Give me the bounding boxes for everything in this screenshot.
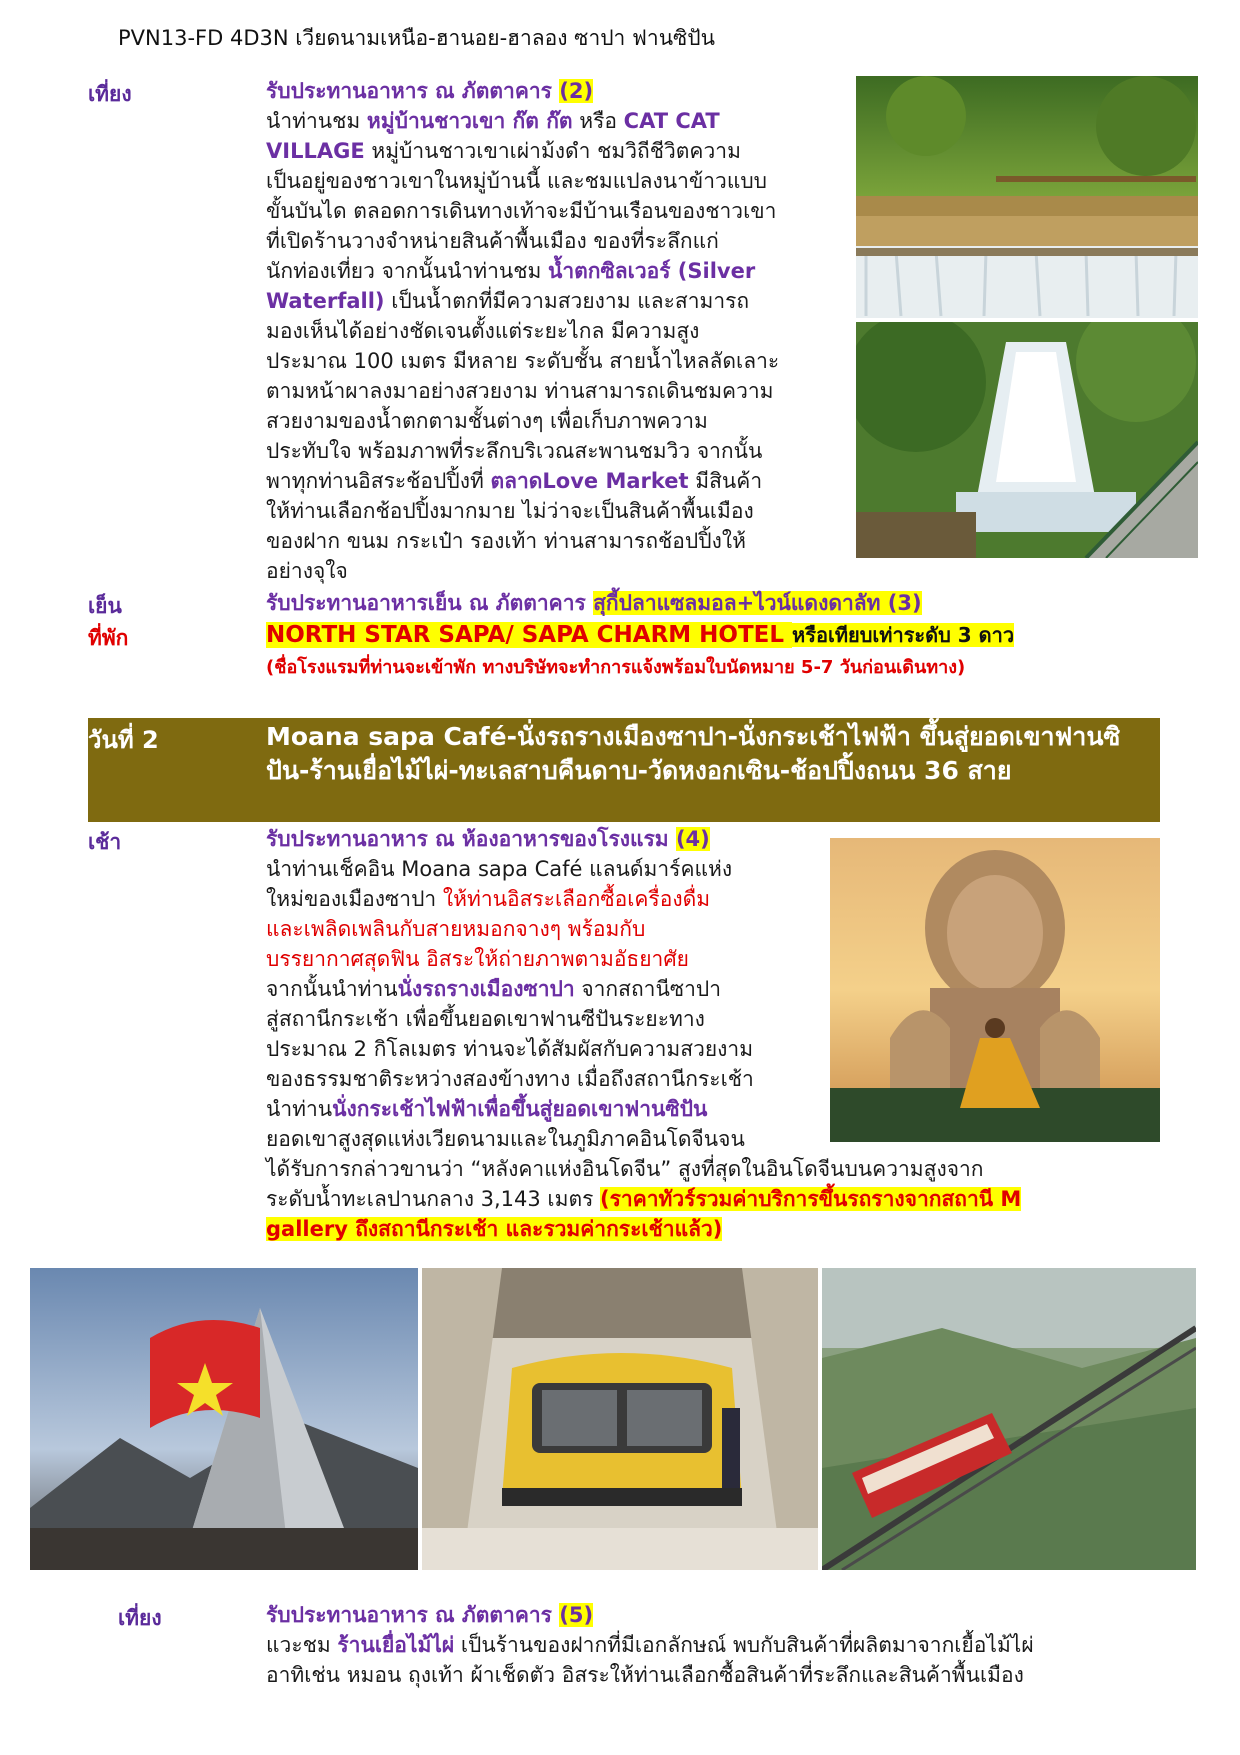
lunch-day2-number: (5) [559,1603,594,1627]
para-line: ยอดเขาสูงสุดแห่งเวียดนามและในภูมิภาคอินโดจีนจน [266,1127,745,1151]
silver-waterfall-photo [856,322,1198,558]
dinner-label: เย็น [88,594,122,618]
para-line: ใหม่ของเมืองซาปา ให้ท่านอิสระเลือกซื้อเครื่องดื่ม [266,887,711,911]
para-line: ของธรรมชาติระหว่างสองข้างทาง เมื่อถึงสถานีกระเช้า [266,1067,754,1091]
hotel-label: ที่พัก [88,626,129,650]
breakfast-meal: รับประทานอาหาร ณ ห้องอาหารของโรงแรม [266,827,676,851]
para-line: VILLAGE หมู่บ้านชาวเขาเผ่าม้งดำ ชมวิถีชีวิตความ [266,139,741,163]
sapa-tram-photo [822,1268,1196,1570]
bamboo-shop-paragraph [266,1630,1166,1690]
para-line: ตามหน้าผาลงมาอย่างสวยงาม ท่านสามารถเดินชมความ [266,379,774,403]
cat-cat-paragraph [266,106,836,586]
para-line: ขั้นบันได ตลอดการเดินทางเท้าจะมีบ้านเรือนของชาวเขา [266,199,777,223]
lunch-meal-number: (2) [559,79,594,103]
para-line: อย่างจุใจ [266,559,348,583]
para-line: ประทับใจ พร้อมภาพที่ระลึกบริเวณสะพานชมวิว จากนั้น [266,439,763,463]
hotel-name: NORTH STAR SAPA/ SAPA CHARM HOTEL [266,622,793,648]
para-line: ประมาณ 100 เมตร มีหลาย ระดับชั้น สายน้ำไหลลัดเลาะ [266,349,780,373]
para-line: สวยงามของน้ำตกตามชั้นต่างๆ เพื่อเก็บภาพความ [266,409,708,433]
dinner-line [266,588,922,618]
cable-car-photo [422,1268,818,1570]
para-line: และเพลิดเพลินกับสายหมอกจางๆ พร้อมกับ [266,917,646,941]
fansipan-summit-photo [30,1268,418,1570]
hotel-line [266,620,1014,650]
moana-cafe-photo [830,838,1160,1142]
para-line: นำท่านเช็คอิน Moana sapa Café แลนด์มาร์คแห่ง [266,857,733,881]
hotel-note: (ชื่อโรงแรมที่ท่านจะเข้าพัก ทางบริษัทจะทำการแจ้งพร้อมใบนัดหมาย 5-7 วันก่อนเดินทาง) [266,657,966,678]
para-line: ของฝาก ขนม กระเป๋า รองเท้า ท่านสามารถช้อปปิ้งให้ [266,529,746,553]
lunch-day2-label: เที่ยง [118,1606,162,1630]
para-line: ให้ท่านเลือกช้อปปิ้งมากมาย ไม่ว่าจะเป็นสินค้าพื้นเมือง [266,499,754,523]
para-line: นำท่านชม หมู่บ้านชาวเขา ก๊ต ก๊ต หรือ CAT CAT [266,109,720,133]
para-line: แวะชม ร้านเยื่อไม้ไผ่ เป็นร้านของฝากที่มีเอกลักษณ์ พบกับสินค้าที่ผลิตมาจากเยื้อไม้ไผ่ [266,1633,1034,1657]
day-2-header-bar [88,718,1160,822]
para-line: นักท่องเที่ยว จากนั้นนำท่านชม น้ำตกซิลเวอร์ (Silver [266,259,756,283]
moana-paragraph [266,854,826,1154]
lunch-day2-meal: รับประทานอาหาร ณ ภัตตาคาร [266,1603,560,1627]
fansipan-paragraph [266,1154,1166,1244]
cat-cat-village-photo [856,76,1198,318]
para-line: มองเห็นได้อย่างชัดเจนตั้งแต่ระยะไกล มีความสูง [266,319,700,343]
day-label: วันที่ 2 [88,726,159,754]
document-header: PVN13-FD 4D3N เวียดนามเหนือ-ฮานอย-ฮาลอง ซาปา ฟานซิปัน [118,26,715,50]
para-line: ที่เปิดร้านวางจำหน่ายสินค้าพื้นเมือง ของที่ระลึกแก่ [266,229,719,253]
para-line: ระดับน้ำทะเลปานกลาง 3,143 เมตร (ราคาทัวร์รวมค่าบริการขึ้นรถรางจากสถานี M [266,1187,1022,1211]
para-line: เป็นอยู่ของชาวเขาในหมู่บ้านนี้ และชมแปลงนาข้าวแบบ [266,169,768,193]
breakfast-number: (4) [675,827,710,851]
para-line: gallery ถึงสถานีกระเช้า และรวมค่ากระเช้าแล้ว) [266,1217,723,1241]
para-line: ได้รับการกล่าวขานว่า “หลังคาแห่งอินโดจีน” สูงที่สุดในอินโดจีนบนความสูงจาก [266,1157,984,1181]
para-line: จากนั้นนำท่านนั่งรถรางเมืองซาปา จากสถานีซาปา [266,977,721,1001]
para-line: ประมาณ 2 กิโลเมตร ท่านจะได้สัมผัสกับความสวยงาม [266,1037,754,1061]
lunch-meal: รับประทานอาหาร ณ ภัตตาคาร [266,79,560,103]
para-line: สู่สถานีกระเช้า เพื่อขึ้นยอดเขาฟานซีปันระยะทาง [266,1007,705,1031]
hotel-rate: หรือเทียบเท่าระดับ 3 ดาว [792,623,1015,647]
para-line: นำท่านนั่งกระเช้าไฟฟ้าเพื่อขึ้นสู่ยอดเขาฟานซิปัน [266,1097,708,1121]
breakfast-line [266,824,710,854]
para-line: บรรยากาศสุดฟิน อิสระให้ถ่ายภาพตามอัธยาศัย [266,947,689,971]
para-line: Waterfall) เป็นน้ำตกที่มีความสวยงาม และสามารถ [266,289,750,313]
day-title: Moana sapa Café-นั่งรถรางเมืองซาปา-นั่งกระเช้าไฟฟ้า ขึ้นสู่ยอดเขาฟานซิปัน-ร้านเยื่อไม้ไผ่-ทะเลสาบคืนดาบ-วัดหงอกเซิน-ช้อปปิ้งถนน 36 สาย [266,722,1121,785]
dinner-meal: รับประทานอาหารเย็น ณ ภัตตาคาร [266,591,594,615]
lunch-label: เที่ยง [88,82,132,106]
para-line: พาทุกท่านอิสระช้อปปิ้งที่ ตลาดLove Market มีสินค้า [266,469,763,493]
para-line: อาทิเช่น หมอน ถุงเท้า ผ้าเช็ดตัว อิสระให้ท่านเลือกซื้อสินค้าที่ระลึกและสินค้าพื้นเมือง [266,1663,1024,1687]
lunch-meal-line [266,76,593,106]
dinner-menu: สุกี้ปลาแซลมอล+ไวน์แดงดาลัท (3) [593,591,922,615]
lunch-day2-line [266,1600,593,1630]
breakfast-label: เช้า [88,830,122,854]
